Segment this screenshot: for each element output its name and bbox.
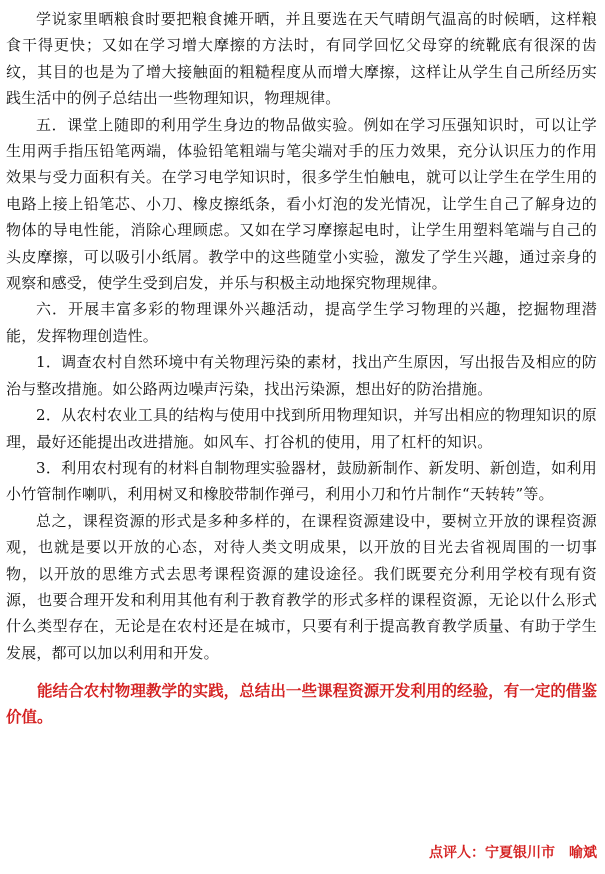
paragraph-conclusion: 总之，课程资源的形式是多种多样的，在课程资源建设中，要树立开放的课程资源观，也就是要以开放的心态，对待人类文明成果，以开放的目光去省视周围的一切事物，以开放的思维方式去思考课程资源的建设途径。我们既要充分利用学校有现有资源，也要合理开发和利用其他有利于教育教学的形式多样的课程资源，无论以什么形式什么类型存在，无论是在农村还是在城市，只要有利于提高教育教学质量、有助于学生发展，都可以加以利用和开发。 bbox=[6, 511, 597, 662]
paragraph-item-2: 2．从农村农业工具的结构与使用中找到所用物理知识，并写出相应的物理知识的原理，最好还能提出改进措施。如风车、打谷机的使用，用了杠杆的知识。 bbox=[6, 406, 597, 451]
reviewer-comment: 能结合农村物理教学的实践，总结出一些课程资源开发利用的经验，有一定的借鉴价值。 bbox=[6, 681, 597, 727]
paragraph-item-1: 1．调查农村自然环境中有关物理污染的素材，找出产生原因，写出报告及相应的防治与整改措施。如公路两边噪声污染，找出污染源，想出好的防治措施。 bbox=[6, 353, 597, 398]
paragraph-section-five: 五．课堂上随即的利用学生身边的物品做实验。例如在学习压强知识时，可以让学生用两手指压铅笔两端，体验铅笔粗端与笔尖端对手的压力效果，充分认识压力的作用效果与受力面积有关。在学习电学知识时，很多学生怕触电，就可以让学生在学生用的电路上接上铅笔芯、小刀、橡皮擦纸条，看小灯泡的发光情况，让学生自己了解身边的物体的导电性能，消除心理顾虑。又如在学习摩擦起电时，让学生用塑料笔端与自己的头皮摩擦，可以吸引小纸屑。教学中的这些随堂小实验，激发了学生兴趣，通过亲身的观察和感受，使学生受到启发，并乐与积极主动地探究物理规律。 bbox=[6, 115, 597, 293]
paragraph-item-3: 3．利用农村现有的材料自制物理实验器材，鼓励新制作、新发明、新创造，如利用小竹管制作喇叭，利用树叉和橡胶带制作弹弓，利用小刀和竹片制作“天转转”等。 bbox=[6, 458, 597, 504]
reviewer-signature: 点评人：宁夏银川市 喻斌 bbox=[429, 845, 597, 861]
paragraph-section-six: 六．开展丰富多彩的物理课外兴趣活动，提高学生学习物理的兴趣，挖掘物理潜能，发挥物理创造性。 bbox=[6, 300, 597, 345]
paragraph-intro-continued: 学说家里晒粮食时要把粮食摊开晒，并且要选在天气晴朗气温高的时候晒，这样粮食干得更快；又如在学习增大摩擦的方法时，有同学回忆父母穿的统靴底有很深的齿纹，其目的也是为了增大接触面的粗糙程度从而增大摩擦，这样让从学生自己所经历实践生活中的例子总结出一些物理知识，物理规律。 bbox=[6, 10, 597, 108]
